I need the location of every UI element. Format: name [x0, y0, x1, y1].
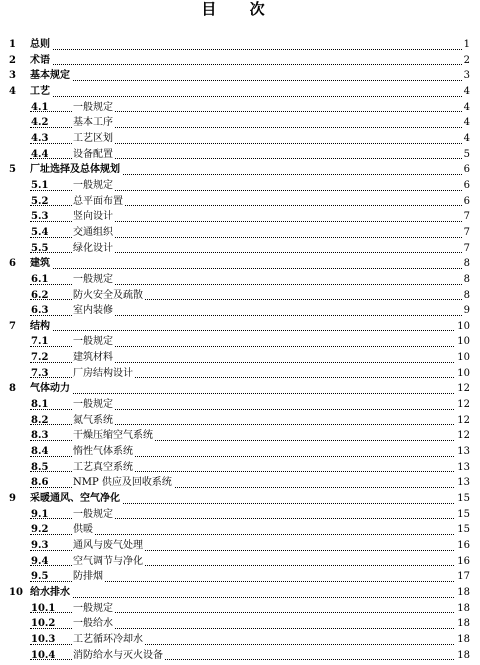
toc-entry-page-number: 18 [455, 616, 470, 632]
toc-entry-title: 基本规定 [30, 68, 72, 84]
toc-entry-number: 8.3 [31, 430, 49, 442]
toc-section-entry[interactable] [0, 616, 480, 632]
toc-chapter-entry[interactable] [0, 84, 480, 100]
toc-section-entry[interactable] [0, 241, 480, 257]
toc-entry-page-number: 16 [455, 538, 470, 554]
dot-leader [30, 330, 462, 331]
toc-entry-title: 总则 [30, 37, 52, 53]
toc-entry-page-number: 6 [462, 178, 470, 194]
toc-entry-number: 4.1 [31, 101, 49, 113]
toc-section-entry[interactable] [0, 632, 480, 648]
toc-entry-page-number: 17 [455, 569, 470, 585]
toc-entry-page-number: 10 [455, 350, 470, 366]
toc-section-entry[interactable] [0, 225, 480, 241]
toc-entry-number: 9.2 [31, 524, 49, 536]
table-of-contents [0, 37, 480, 663]
toc-entry-page-number: 4 [462, 84, 470, 100]
toc-entry-page-number: 18 [455, 632, 470, 648]
toc-entry-title: 氮气系统 [73, 413, 115, 429]
toc-entry-number: 8.1 [31, 399, 49, 411]
toc-entry-title: 工艺真空系统 [73, 460, 135, 476]
toc-entry-page-number: 18 [455, 601, 470, 617]
toc-entry-page-number: 3 [462, 68, 470, 84]
toc-entry-number: 10.3 [31, 633, 56, 645]
toc-entry-page-number: 8 [462, 272, 470, 288]
toc-entry-number: 6 [9, 258, 16, 270]
toc-section-entry[interactable] [0, 178, 480, 194]
toc-entry-number: 1 [9, 39, 16, 50]
toc-entry-title: 总平面布置 [73, 194, 125, 210]
toc-section-entry[interactable] [0, 350, 480, 366]
toc-section-entry[interactable] [0, 272, 480, 288]
toc-entry-page-number: 6 [462, 194, 470, 210]
toc-section-entry[interactable] [0, 444, 480, 460]
toc-section-entry[interactable] [0, 569, 480, 585]
toc-chapter-entry[interactable] [0, 585, 480, 601]
toc-entry-page-number: 8 [462, 288, 470, 304]
toc-section-entry[interactable] [0, 538, 480, 554]
toc-entry-page-number: 13 [455, 444, 470, 460]
toc-entry-number: 8.6 [31, 477, 49, 489]
toc-entry-page-number: 6 [462, 162, 470, 178]
toc-entry-title: 一般规定 [73, 334, 115, 350]
toc-chapter-entry[interactable] [0, 162, 480, 178]
toc-section-entry[interactable] [0, 397, 480, 413]
toc-entry-number: 4 [9, 85, 16, 97]
toc-entry-number: 7.2 [31, 352, 49, 364]
toc-entry-page-number: 1 [462, 37, 470, 53]
toc-entry-title: 交通组织 [73, 225, 115, 241]
toc-section-entry[interactable] [0, 334, 480, 350]
toc-entry-page-number: 13 [455, 460, 470, 476]
toc-section-entry[interactable] [0, 366, 480, 382]
dot-leader [30, 597, 462, 598]
toc-entry-page-number: 12 [455, 381, 470, 397]
toc-entry-title: 竖向设计 [73, 209, 115, 225]
toc-entry-number: 8.2 [31, 414, 49, 426]
toc-entry-page-number: 4 [462, 100, 470, 116]
toc-entry-title: 建筑材料 [73, 350, 115, 366]
toc-entry-title: 一般规定 [73, 178, 115, 194]
dot-leader [30, 80, 462, 81]
toc-entry-number: 9.4 [31, 555, 49, 567]
toc-entry-page-number: 13 [455, 475, 470, 491]
toc-entry-page-number: 9 [462, 303, 470, 319]
toc-section-entry[interactable] [0, 428, 480, 444]
toc-entry-number: 4.3 [31, 132, 49, 144]
toc-entry-title: 惰性气体系统 [73, 444, 135, 460]
toc-entry-page-number: 15 [455, 491, 470, 507]
toc-entry-number: 9.3 [31, 540, 49, 551]
toc-entry-title: 术语 [30, 53, 52, 69]
toc-entry-title: 消防给水与灭火设备 [73, 648, 165, 664]
dot-leader [30, 49, 462, 50]
toc-entry-number: 6.3 [31, 305, 49, 317]
toc-section-entry[interactable] [0, 100, 480, 116]
toc-entry-number: 6.2 [31, 289, 49, 301]
toc-section-entry[interactable] [0, 288, 480, 304]
toc-section-entry[interactable] [0, 522, 480, 538]
toc-entry-number: 9.5 [31, 571, 49, 583]
toc-entry-title: 防火安全及疏散 [73, 288, 145, 304]
toc-entry-page-number: 12 [455, 428, 470, 444]
toc-section-entry[interactable] [0, 648, 480, 664]
toc-entry-number: 7.1 [31, 336, 49, 348]
toc-entry-title: 工艺循环冷却水 [73, 632, 145, 648]
toc-entry-number: 10.4 [31, 649, 56, 661]
toc-entry-title: 工艺 [30, 84, 52, 100]
toc-entry-number: 4.2 [31, 117, 49, 129]
toc-entry-number: 9 [9, 493, 16, 505]
toc-entry-number: 10 [9, 586, 23, 598]
toc-entry-page-number: 15 [455, 522, 470, 538]
toc-entry-title: 结构 [30, 319, 52, 335]
toc-entry-number: 7.3 [31, 367, 49, 379]
toc-entry-number: 5.2 [31, 195, 49, 207]
toc-entry-number: 4.4 [31, 148, 49, 160]
toc-entry-page-number: 4 [462, 131, 470, 147]
toc-section-entry[interactable] [0, 601, 480, 617]
toc-chapter-entry[interactable] [0, 381, 480, 397]
toc-entry-page-number: 7 [462, 241, 470, 257]
toc-chapter-entry[interactable] [0, 256, 480, 272]
toc-entry-number: 5.3 [31, 211, 49, 223]
toc-entry-page-number: 10 [455, 334, 470, 350]
toc-entry-page-number: 12 [455, 413, 470, 429]
toc-entry-title: 基本工序 [73, 115, 115, 131]
toc-entry-title: 干燥压缩空气系统 [73, 428, 155, 444]
toc-section-entry[interactable] [0, 131, 480, 147]
toc-section-entry[interactable] [0, 303, 480, 319]
toc-entry-number: 5 [9, 164, 16, 176]
toc-entry-title: 厂房结构设计 [73, 366, 135, 382]
toc-entry-title: 一般规定 [73, 397, 115, 413]
toc-entry-number: 8.4 [31, 446, 49, 458]
toc-section-entry[interactable] [0, 115, 480, 131]
toc-entry-title: 通风与废气处理 [73, 538, 145, 554]
toc-entry-page-number: 16 [455, 554, 470, 570]
toc-entry-title: 工艺区划 [73, 131, 115, 147]
toc-entry-number: 8 [9, 383, 16, 395]
toc-entry-title: 空气调节与净化 [73, 554, 145, 570]
toc-entry-number: 7 [9, 320, 16, 332]
toc-section-entry[interactable] [0, 507, 480, 523]
toc-entry-page-number: 10 [455, 319, 470, 335]
toc-entry-title: 采暖通风、空气净化 [30, 491, 122, 507]
toc-entry-title: 一般给水 [73, 616, 115, 632]
toc-chapter-entry[interactable] [0, 53, 480, 69]
toc-section-entry[interactable] [0, 554, 480, 570]
toc-entry-number: 9.1 [31, 508, 49, 520]
dot-leader [30, 64, 462, 65]
toc-section-entry[interactable] [0, 147, 480, 163]
toc-chapter-entry[interactable] [0, 68, 480, 84]
toc-entry-page-number: 5 [462, 147, 470, 163]
toc-entry-page-number: 12 [455, 397, 470, 413]
toc-entry-page-number: 4 [462, 115, 470, 131]
dot-leader [30, 268, 462, 269]
toc-entry-title: 一般规定 [73, 100, 115, 116]
toc-entry-number: 10.2 [31, 618, 56, 630]
toc-chapter-entry[interactable] [0, 319, 480, 335]
toc-entry-number: 5.5 [31, 242, 49, 254]
toc-entry-title: 建筑 [30, 256, 52, 272]
toc-entry-title: 一般规定 [73, 272, 115, 288]
toc-entry-title: 气体动力 [30, 381, 72, 397]
toc-section-entry[interactable] [0, 475, 480, 491]
toc-entry-page-number: 7 [462, 209, 470, 225]
toc-section-entry[interactable] [0, 413, 480, 429]
toc-entry-title: 一般规定 [73, 601, 115, 617]
toc-title: 目 次 [201, 0, 279, 18]
toc-entry-page-number: 15 [455, 507, 470, 523]
toc-entry-title: 设备配置 [73, 147, 115, 163]
toc-entry-title: 厂址选择及总体规划 [30, 162, 122, 178]
dot-leader [30, 96, 462, 97]
toc-entry-title: 绿化设计 [73, 241, 115, 257]
toc-entry-number: 2 [9, 54, 16, 66]
toc-section-entry[interactable] [0, 194, 480, 210]
toc-entry-page-number: 7 [462, 225, 470, 241]
toc-entry-page-number: 10 [455, 366, 470, 382]
toc-entry-number: 8.5 [31, 461, 49, 473]
toc-entry-number: 6.1 [31, 273, 49, 285]
toc-entry-number: 3 [9, 70, 16, 82]
toc-chapter-entry[interactable] [0, 491, 480, 507]
toc-chapter-entry[interactable] [0, 37, 480, 53]
toc-section-entry[interactable] [0, 460, 480, 476]
toc-entry-number: 5.4 [31, 226, 49, 238]
toc-entry-number: 10.1 [31, 602, 56, 614]
toc-entry-page-number: 18 [455, 648, 470, 664]
toc-entry-title: 室内装修 [73, 303, 115, 319]
toc-entry-title: NMP 供应及回收系统 [73, 475, 174, 491]
toc-entry-page-number: 18 [455, 585, 470, 601]
toc-entry-title: 防排烟 [73, 569, 105, 585]
toc-entry-number: 5.1 [31, 179, 49, 191]
toc-entry-title: 给水排水 [30, 585, 72, 601]
toc-entry-page-number: 8 [462, 256, 470, 272]
toc-entry-page-number: 2 [462, 53, 470, 69]
toc-entry-title: 供暖 [73, 522, 95, 538]
toc-entry-title: 一般规定 [73, 507, 115, 523]
toc-section-entry[interactable] [0, 209, 480, 225]
dot-leader [30, 393, 462, 394]
